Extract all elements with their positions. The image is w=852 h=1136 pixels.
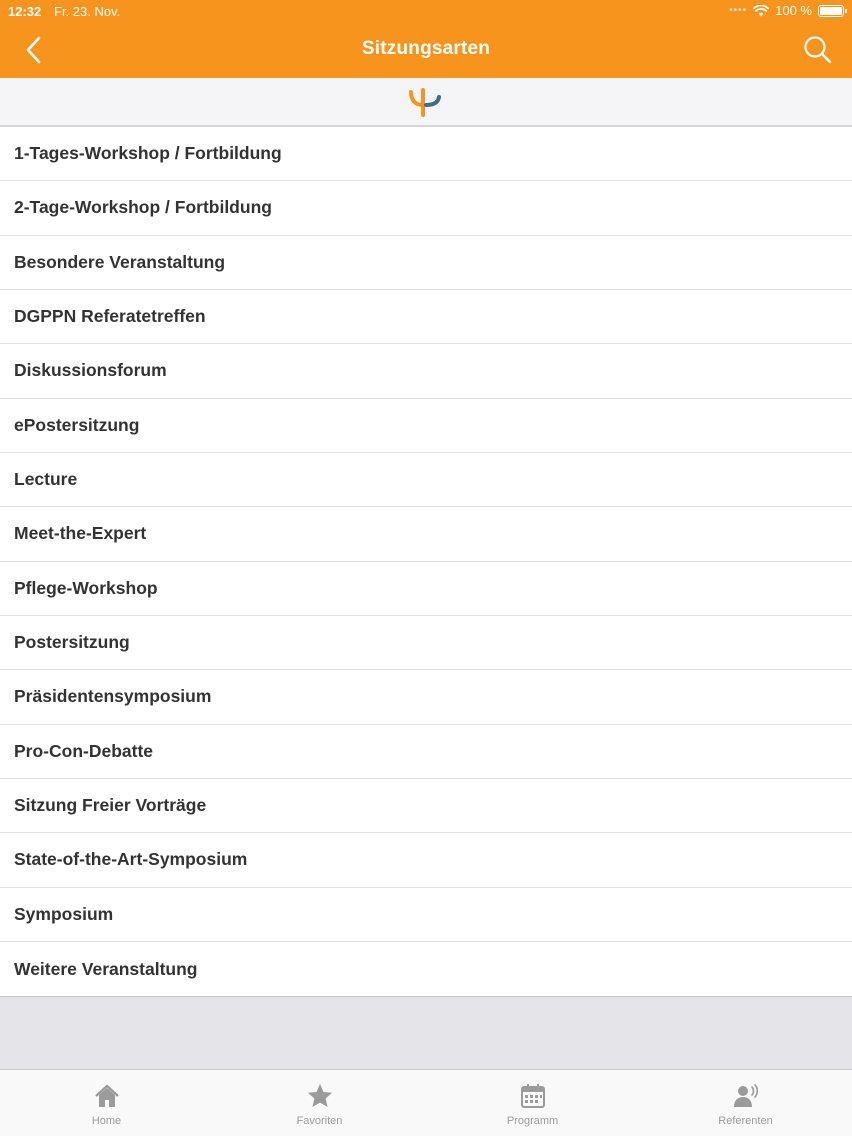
- list-item-label: ePostersitzung: [14, 414, 140, 435]
- list-item[interactable]: [0, 616, 852, 670]
- tab-label: Home: [91, 1115, 122, 1127]
- list-item-label: Präsidentensymposium: [14, 686, 212, 707]
- list-item-label: Pflege-Workshop: [14, 577, 158, 598]
- list-item-label: Lecture: [14, 469, 78, 490]
- list-item[interactable]: [0, 833, 852, 887]
- psi-logo-icon: [408, 87, 444, 117]
- list-item-label: Diskussionsforum: [14, 360, 167, 381]
- list-item[interactable]: [0, 725, 852, 779]
- calendar-icon: [519, 1082, 547, 1110]
- list-item-label: Sitzung Freier Vorträge: [14, 795, 207, 816]
- list-item[interactable]: [0, 779, 852, 833]
- list-item[interactable]: [0, 344, 852, 398]
- list-item[interactable]: [0, 453, 852, 507]
- search-icon: [802, 34, 834, 66]
- list-item[interactable]: [0, 888, 852, 942]
- list-item[interactable]: [0, 127, 852, 181]
- list-item-label: Symposium: [14, 903, 114, 924]
- tab-programm[interactable]: [426, 1070, 639, 1136]
- home-icon: [93, 1082, 121, 1110]
- wifi-icon: [753, 5, 769, 17]
- signal-icon: ••••: [729, 5, 748, 16]
- list-item-label: 2-Tage-Workshop / Fortbildung: [14, 197, 272, 218]
- list-item-label: DGPPN Referatetreffen: [14, 306, 206, 327]
- list-item[interactable]: [0, 670, 852, 724]
- tab-referenten[interactable]: [639, 1070, 852, 1136]
- list-item[interactable]: [0, 562, 852, 616]
- star-icon: [306, 1082, 334, 1110]
- tab-favoriten[interactable]: [213, 1070, 426, 1136]
- search-button[interactable]: [802, 34, 834, 66]
- list-item-label: Weitere Veranstaltung: [14, 958, 198, 979]
- session-type-list: [0, 127, 852, 997]
- page-title: Sitzungsarten: [361, 38, 491, 59]
- list-item-label: Postersitzung: [14, 632, 130, 653]
- list-item-label: Pro-Con-Debatte: [14, 740, 154, 761]
- speaker-icon: [732, 1082, 760, 1110]
- logo-strip: [0, 78, 852, 127]
- status-time: 12:32: [8, 4, 42, 19]
- tab-label: Referenten: [718, 1115, 773, 1127]
- list-item[interactable]: [0, 290, 852, 344]
- list-item-label: 1-Tages-Workshop / Fortbildung: [14, 143, 282, 164]
- header: [0, 0, 852, 78]
- list-item[interactable]: [0, 942, 852, 996]
- tab-bar: [0, 1069, 852, 1136]
- battery-icon: [818, 5, 844, 17]
- list-item[interactable]: [0, 236, 852, 290]
- battery-percentage: 100 %: [775, 3, 812, 18]
- status-date: Fr. 23. Nov.: [54, 4, 121, 19]
- tab-home[interactable]: [0, 1070, 213, 1136]
- status-indicators: [729, 3, 844, 18]
- list-item[interactable]: [0, 181, 852, 235]
- tab-label: Programm: [506, 1115, 559, 1127]
- list-item-label: Meet-the-Expert: [14, 523, 147, 544]
- list-item-label: State-of-the-Art-Symposium: [14, 849, 248, 870]
- list-item-label: Besondere Veranstaltung: [14, 251, 226, 272]
- nav-bar: [0, 22, 852, 78]
- tab-label: Favoriten: [296, 1115, 343, 1127]
- battery-level: [820, 7, 842, 15]
- list-item[interactable]: [0, 399, 852, 453]
- list-item[interactable]: [0, 507, 852, 561]
- status-bar: [0, 0, 852, 22]
